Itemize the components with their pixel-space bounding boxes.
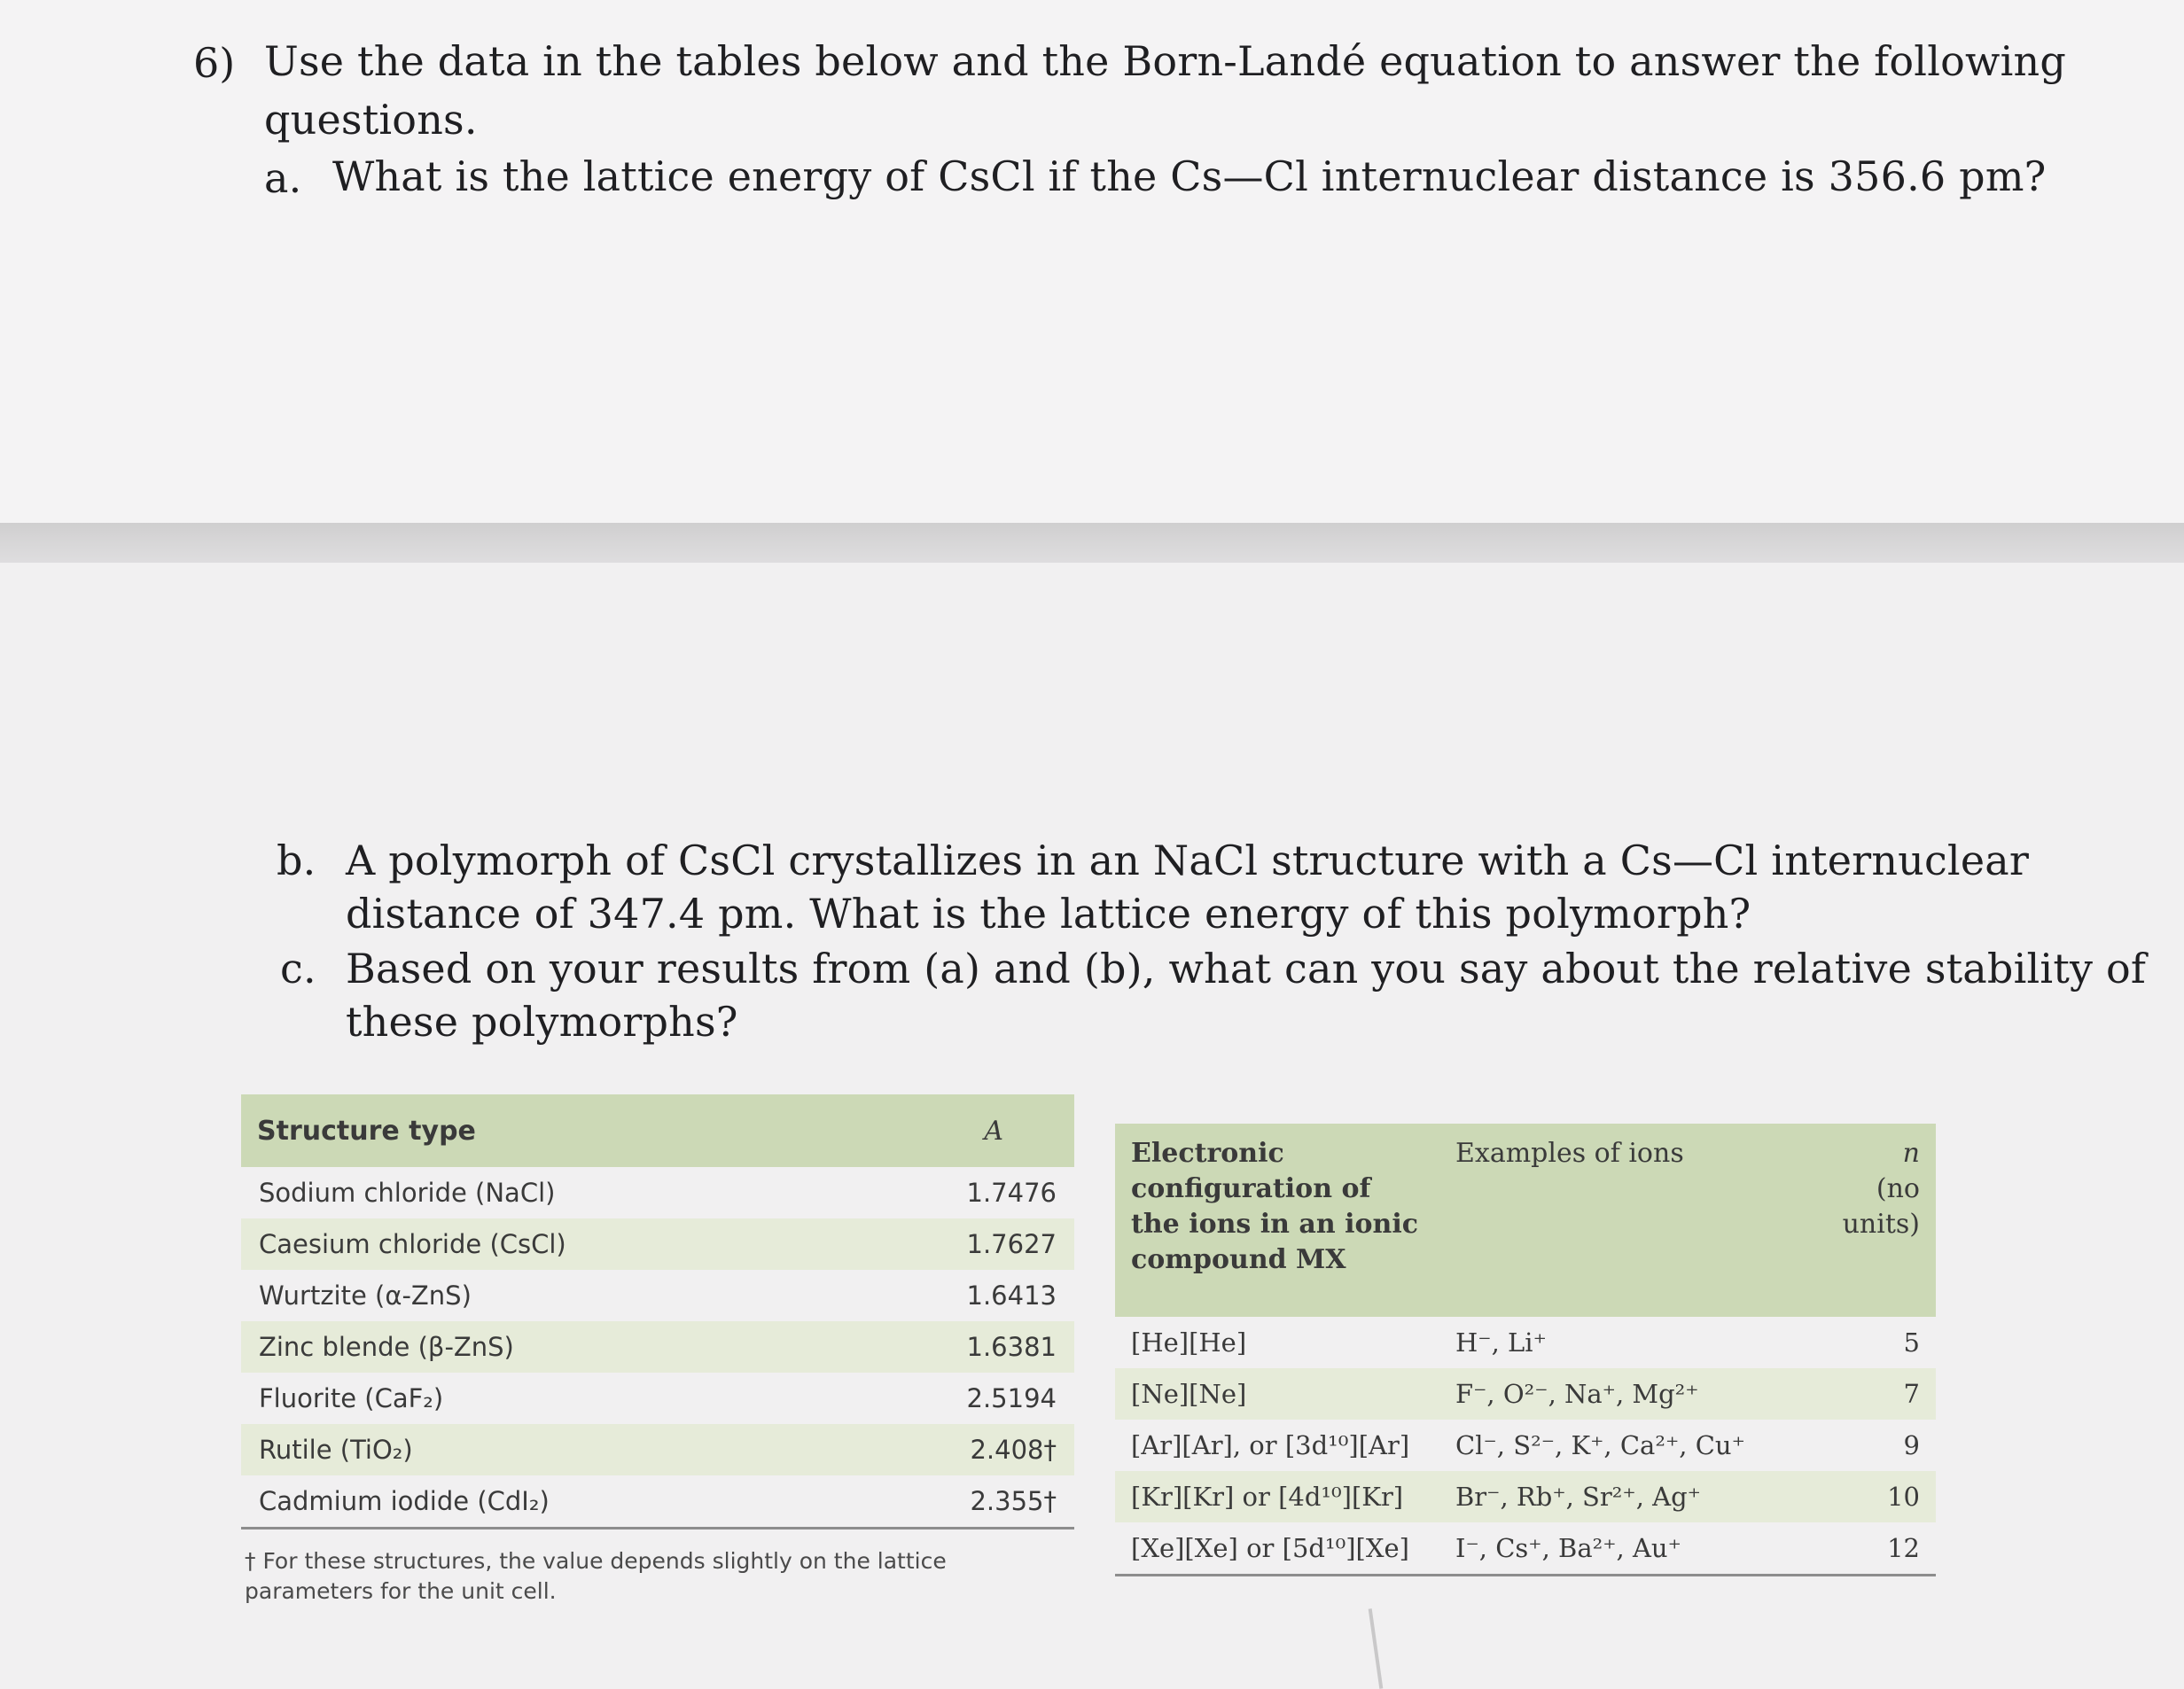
table-row <box>241 1373 1074 1424</box>
table-row <box>1115 1522 1936 1576</box>
structure-name: Rutile (TiO₂) <box>241 1424 862 1475</box>
born-exponent-table <box>1115 1124 1936 1576</box>
born-exponent-value: 10 <box>1789 1471 1936 1522</box>
electronic-configuration: [Kr][Kr] or [4d¹⁰][Kr] <box>1115 1471 1439 1522</box>
born-exponent-header <box>1789 1124 1936 1317</box>
born-exponent-value: 12 <box>1789 1522 1936 1576</box>
page-divider <box>0 523 2184 563</box>
structure-name: Wurtzite (α-ZnS) <box>259 1280 472 1311</box>
table-row <box>1115 1420 1936 1471</box>
table-row <box>1115 1471 1936 1522</box>
part-a-text: What is the lattice energy of CsCl if the Cs—Cl internuclear distance is 356.6 pm? <box>332 152 2047 200</box>
electronic-configuration: [Ne][Ne] <box>1115 1368 1439 1420</box>
structure-name: Caesium chloride (CsCl) <box>241 1218 862 1270</box>
structure-name: Zinc blende (β-ZnS) <box>241 1321 862 1373</box>
structure-name: Cadmium iodide (CdI₂) <box>241 1475 862 1529</box>
madelung-value: 1.6381 <box>862 1321 1074 1373</box>
electronic-configuration-header: Electronic configuration of the ions in an ionic compound MX <box>1115 1124 1439 1317</box>
example-ions: Cl⁻, S²⁻, K⁺, Ca²⁺, Cu⁺ <box>1455 1430 1745 1460</box>
madelung-value: 2.355† <box>862 1475 1074 1529</box>
table-row <box>1115 1368 1936 1420</box>
madelung-value: 1.7476 <box>966 1178 1057 1208</box>
born-exponent-symbol: n <box>1902 1138 1920 1169</box>
part-c-text-line-1: Based on your results from (a) and (b), what can you say about the relative stability of <box>346 945 2147 992</box>
madelung-value: 1.7627 <box>862 1218 1074 1270</box>
structure-name: Fluorite (CaF₂) <box>259 1383 444 1413</box>
question-intro-line-2: questions. <box>264 96 478 144</box>
born-exponent-units: (no units) <box>1842 1173 1920 1240</box>
example-ions: F⁻, O²⁻, Na⁺, Mg²⁺ <box>1439 1368 1789 1420</box>
table-footnote: † For these structures, the value depends slightly on the lattice parameters for the unit cell. <box>245 1548 947 1604</box>
table-row <box>241 1167 1074 1218</box>
madelung-value: 1.6413 <box>966 1280 1057 1311</box>
table-row <box>241 1424 1074 1475</box>
question-intro-line-1: Use the data in the tables below and the Born-Landé equation to answer the following <box>264 37 2066 85</box>
born-exponent-value: 5 <box>1903 1327 1920 1358</box>
electronic-configuration: [Xe][Xe] or [5d¹⁰][Xe] <box>1115 1522 1439 1576</box>
madelung-constant-table <box>241 1094 1074 1529</box>
madelung-constant-header: A <box>862 1094 1074 1167</box>
example-ions: I⁻, Cs⁺, Ba²⁺, Au⁺ <box>1439 1522 1789 1576</box>
part-b-text-line-1: A polymorph of CsCl crystallizes in an NaCl structure with a Cs—Cl internuclear <box>346 837 2030 884</box>
structure-name: Sodium chloride (NaCl) <box>259 1178 556 1208</box>
part-b-label: b. <box>277 837 316 884</box>
structure-type-header: Structure type <box>241 1094 862 1167</box>
born-exponent-value: 9 <box>1903 1430 1920 1460</box>
table-row <box>241 1270 1074 1321</box>
electronic-configuration: [Ar][Ar], or [3d¹⁰][Ar] <box>1131 1430 1410 1460</box>
electronic-configuration: [He][He] <box>1131 1327 1247 1358</box>
part-c-text-line-2: these polymorphs? <box>346 998 738 1046</box>
table-row <box>241 1218 1074 1270</box>
example-ions: Br⁻, Rb⁺, Sr²⁺, Ag⁺ <box>1439 1471 1789 1522</box>
table-header-row <box>241 1094 1074 1167</box>
madelung-value: 2.408† <box>862 1424 1074 1475</box>
table-header-row <box>1115 1124 1936 1317</box>
part-b-text-line-2: distance of 347.4 pm. What is the lattice energy of this polymorph? <box>346 890 1751 938</box>
part-c-label: c. <box>280 945 316 992</box>
examples-of-ions-header: Examples of ions <box>1439 1124 1789 1317</box>
example-ions: H⁻, Li⁺ <box>1455 1327 1547 1358</box>
question-number: 6) <box>193 39 236 87</box>
madelung-value: 2.5194 <box>966 1383 1057 1413</box>
table-row <box>241 1475 1074 1529</box>
born-exponent-value: 7 <box>1789 1368 1936 1420</box>
table-row <box>241 1321 1074 1373</box>
table-row <box>1115 1317 1936 1368</box>
part-a-label: a. <box>264 154 302 202</box>
